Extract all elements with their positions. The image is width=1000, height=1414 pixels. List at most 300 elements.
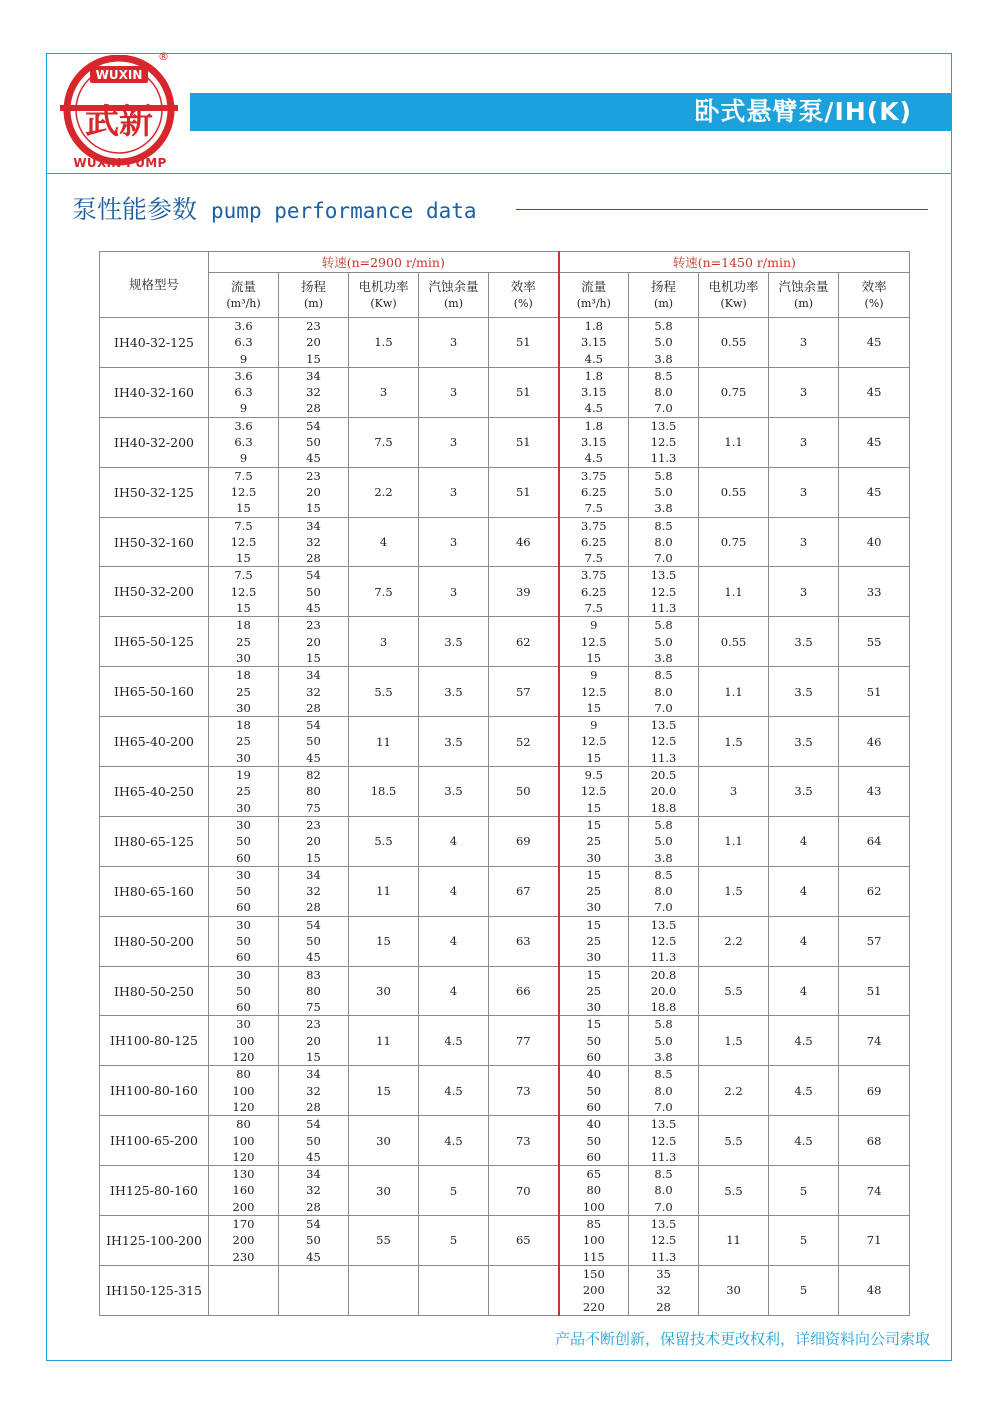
efficiency-1450-cell: 48 bbox=[839, 1265, 910, 1315]
flow-1450-cell-value: 25 bbox=[586, 884, 602, 899]
head-2900-cell-value: 45 bbox=[306, 750, 321, 765]
flow-2900-cell-value: 3.6 bbox=[234, 418, 253, 433]
head-2900-cell-value: 15 bbox=[306, 850, 321, 865]
efficiency-1450-cell: 46 bbox=[839, 717, 910, 767]
head-2900-cell bbox=[279, 367, 349, 417]
npsh-2900-cell: 4 bbox=[419, 816, 489, 866]
flow-2900-cell-value: 6.3 bbox=[234, 335, 253, 350]
column-unit: (m³/h) bbox=[576, 297, 611, 310]
npsh-1450-cell: 3 bbox=[769, 318, 839, 368]
head-1450-cell bbox=[629, 866, 699, 916]
flow-1450-cell bbox=[559, 1265, 629, 1315]
head-1450-cell-value: 8.5 bbox=[654, 668, 673, 683]
model-cell: IH100-65-200 bbox=[100, 1116, 209, 1166]
column-header-motor-power-2900 bbox=[349, 273, 419, 318]
table-row bbox=[100, 1116, 910, 1166]
head-1450-cell bbox=[629, 417, 699, 467]
head-2900-cell bbox=[279, 617, 349, 667]
efficiency-1450-cell: 45 bbox=[839, 417, 910, 467]
head-1450-cell-value: 13.5 bbox=[650, 1117, 677, 1132]
head-1450-cell-value: 11.3 bbox=[650, 451, 677, 466]
head-2900-cell-value: 45 bbox=[306, 1249, 321, 1264]
efficiency-1450-cell: 62 bbox=[839, 866, 910, 916]
head-1450-cell-value: 28 bbox=[656, 1299, 671, 1314]
head-2900-cell-value: 54 bbox=[306, 1217, 321, 1232]
head-1450-cell bbox=[629, 318, 699, 368]
head-1450-cell-value: 8.5 bbox=[654, 518, 673, 533]
column-unit: (m) bbox=[794, 297, 814, 310]
head-1450-cell-value: 5.0 bbox=[654, 335, 673, 350]
head-2900-cell-value: 23 bbox=[306, 618, 321, 633]
head-2900-cell-value: 20 bbox=[306, 1033, 321, 1048]
flow-2900-cell-value: 6.3 bbox=[234, 385, 253, 400]
head-1450-cell-value: 5.0 bbox=[654, 484, 673, 499]
head-1450-cell-value: 12.5 bbox=[650, 1133, 677, 1148]
flow-2900-cell bbox=[209, 617, 279, 667]
column-label: 扬程 bbox=[651, 279, 677, 294]
flow-2900-cell-value: 100 bbox=[232, 1133, 255, 1148]
head-2900-cell-value: 20 bbox=[306, 335, 321, 350]
model-cell: IH50-32-160 bbox=[100, 517, 209, 567]
head-1450-cell-value: 12.5 bbox=[650, 1233, 677, 1248]
table-row bbox=[100, 1016, 910, 1066]
head-2900-cell-value: 20 bbox=[306, 834, 321, 849]
head-2900-cell-value: 83 bbox=[306, 967, 321, 982]
flow-1450-cell bbox=[559, 966, 629, 1016]
head-1450-cell-value: 8.5 bbox=[654, 1167, 673, 1182]
flow-1450-cell bbox=[559, 567, 629, 617]
efficiency-1450-cell: 45 bbox=[839, 318, 910, 368]
flow-1450-cell-value: 9 bbox=[590, 618, 598, 633]
npsh-1450-cell: 4.5 bbox=[769, 1116, 839, 1166]
head-1450-cell-value: 12.5 bbox=[650, 435, 677, 450]
head-1450-cell-value: 3.8 bbox=[654, 850, 673, 865]
npsh-2900-cell: 3 bbox=[419, 517, 489, 567]
head-1450-cell bbox=[629, 617, 699, 667]
power-2900-cell: 11 bbox=[349, 1016, 419, 1066]
head-1450-cell-value: 11.3 bbox=[650, 1149, 677, 1164]
head-1450-cell-value: 8.5 bbox=[654, 1067, 673, 1082]
model-cell: IH125-80-160 bbox=[100, 1166, 209, 1216]
flow-1450-cell bbox=[559, 667, 629, 717]
head-1450-cell-value: 20.0 bbox=[650, 784, 677, 799]
table-row bbox=[100, 467, 910, 517]
npsh-1450-cell: 4.5 bbox=[769, 1016, 839, 1066]
efficiency-2900-cell: 67 bbox=[489, 866, 559, 916]
head-1450-cell-value: 12.5 bbox=[650, 734, 677, 749]
flow-1450-cell-value: 3.15 bbox=[580, 335, 607, 350]
efficiency-2900-cell: 73 bbox=[489, 1116, 559, 1166]
flow-2900-cell bbox=[209, 966, 279, 1016]
column-label: 电机功率 bbox=[708, 279, 759, 294]
model-cell: IH125-100-200 bbox=[100, 1216, 209, 1266]
page-title: 卧式悬臂泵/IH(K) bbox=[694, 97, 912, 126]
efficiency-1450-cell: 45 bbox=[839, 467, 910, 517]
flow-2900-cell-value: 25 bbox=[236, 684, 251, 699]
npsh-2900-cell: 5 bbox=[419, 1166, 489, 1216]
table-row bbox=[100, 1216, 910, 1266]
table-row bbox=[100, 1166, 910, 1216]
head-1450-cell bbox=[629, 767, 699, 817]
power-2900-cell: 3 bbox=[349, 617, 419, 667]
npsh-1450-cell: 4 bbox=[769, 816, 839, 866]
npsh-1450-cell: 4 bbox=[769, 966, 839, 1016]
flow-1450-cell bbox=[559, 866, 629, 916]
head-2900-cell-value: 15 bbox=[306, 650, 321, 665]
column-header-npsh-2900 bbox=[419, 273, 489, 318]
head-1450-cell-value: 20.5 bbox=[650, 768, 677, 783]
npsh-2900-cell: 3.5 bbox=[419, 767, 489, 817]
efficiency-2900-cell: 69 bbox=[489, 816, 559, 866]
flow-1450-cell-value: 65 bbox=[586, 1167, 602, 1182]
flow-1450-cell-value: 30 bbox=[586, 900, 602, 915]
head-1450-cell bbox=[629, 1066, 699, 1116]
npsh-1450-cell: 3.5 bbox=[769, 717, 839, 767]
flow-1450-cell-value: 30 bbox=[586, 1000, 602, 1015]
column-unit: (m) bbox=[303, 297, 323, 310]
head-1450-cell-value: 11.3 bbox=[650, 1249, 677, 1264]
head-2900-cell-value: 50 bbox=[306, 933, 321, 948]
head-1450-cell-value: 11.3 bbox=[650, 950, 677, 965]
column-label: 效率 bbox=[510, 279, 536, 294]
flow-1450-cell-value: 60 bbox=[586, 1099, 602, 1114]
table-row bbox=[100, 367, 910, 417]
flow-2900-cell bbox=[209, 767, 279, 817]
npsh-1450-cell: 4 bbox=[769, 916, 839, 966]
flow-2900-cell-value: 25 bbox=[236, 734, 251, 749]
power-2900-cell: 11 bbox=[349, 866, 419, 916]
flow-2900-cell-value: 30 bbox=[236, 817, 251, 832]
section-title-cn: 泵性能参数 bbox=[72, 195, 198, 224]
column-header-head-2900 bbox=[279, 273, 349, 318]
table-row bbox=[100, 717, 910, 767]
head-1450-cell-value: 18.8 bbox=[650, 800, 677, 815]
npsh-2900-cell: 4 bbox=[419, 916, 489, 966]
flow-2900-cell-value: 170 bbox=[232, 1217, 255, 1232]
flow-1450-cell-value: 50 bbox=[586, 1033, 602, 1048]
npsh-1450-cell: 3 bbox=[769, 367, 839, 417]
column-label: 电机功率 bbox=[358, 279, 409, 294]
flow-2900-cell-value: 18 bbox=[236, 718, 251, 733]
head-1450-cell-value: 8.0 bbox=[654, 1083, 673, 1098]
column-unit: (m³/h) bbox=[226, 297, 261, 310]
table-row bbox=[100, 318, 910, 368]
npsh-1450-cell: 3.5 bbox=[769, 767, 839, 817]
head-1450-cell-value: 11.3 bbox=[650, 750, 677, 765]
flow-1450-cell bbox=[559, 816, 629, 866]
npsh-2900-cell: 3.5 bbox=[419, 617, 489, 667]
flow-2900-cell-value: 30 bbox=[236, 967, 251, 982]
efficiency-2900-cell: 77 bbox=[489, 1016, 559, 1066]
flow-2900-cell-value: 18 bbox=[236, 618, 251, 633]
power-2900-cell: 7.5 bbox=[349, 567, 419, 617]
registered-mark: ® bbox=[158, 50, 169, 63]
flow-1450-cell bbox=[559, 717, 629, 767]
flow-1450-cell-value: 30 bbox=[586, 850, 602, 865]
power-1450-cell: 1.5 bbox=[699, 717, 769, 767]
flow-2900-cell-value: 230 bbox=[232, 1249, 255, 1264]
efficiency-1450-cell: 68 bbox=[839, 1116, 910, 1166]
flow-1450-cell-value: 60 bbox=[586, 1050, 602, 1065]
head-2900-cell bbox=[279, 318, 349, 368]
flow-1450-cell-value: 200 bbox=[582, 1283, 605, 1298]
flow-2900-cell-value: 80 bbox=[236, 1117, 251, 1132]
flow-1450-cell-value: 9 bbox=[590, 718, 598, 733]
flow-1450-cell bbox=[559, 1066, 629, 1116]
npsh-1450-cell: 3 bbox=[769, 417, 839, 467]
efficiency-2900-cell: 73 bbox=[489, 1066, 559, 1116]
head-1450-cell bbox=[629, 717, 699, 767]
head-2900-cell-value: 20 bbox=[306, 634, 321, 649]
flow-2900-cell-value: 50 bbox=[236, 983, 251, 998]
head-2900-cell-value: 32 bbox=[306, 1083, 321, 1098]
efficiency-1450-cell: 45 bbox=[839, 367, 910, 417]
flow-1450-cell-value: 60 bbox=[586, 1149, 602, 1164]
power-1450-cell: 1.1 bbox=[699, 417, 769, 467]
head-1450-cell-value: 12.5 bbox=[650, 584, 677, 599]
flow-2900-cell bbox=[209, 866, 279, 916]
flow-2900-cell-value: 200 bbox=[232, 1199, 255, 1214]
power-2900-cell: 5.5 bbox=[349, 667, 419, 717]
flow-2900-cell-value: 25 bbox=[236, 634, 251, 649]
flow-2900-cell bbox=[209, 1066, 279, 1116]
efficiency-2900-cell: 51 bbox=[489, 367, 559, 417]
efficiency-2900-cell: 62 bbox=[489, 617, 559, 667]
head-2900-cell bbox=[279, 567, 349, 617]
flow-1450-cell-value: 150 bbox=[582, 1266, 605, 1281]
flow-2900-cell-value: 30 bbox=[236, 800, 251, 815]
column-header-motor-power-1450 bbox=[699, 273, 769, 318]
power-1450-cell: 0.55 bbox=[699, 318, 769, 368]
flow-1450-cell-value: 15 bbox=[586, 817, 602, 832]
flow-2900-cell bbox=[209, 567, 279, 617]
head-2900-cell-value: 45 bbox=[306, 451, 321, 466]
power-2900-cell: 30 bbox=[349, 966, 419, 1016]
column-label: 流量 bbox=[581, 279, 607, 294]
head-1450-cell-value: 7.0 bbox=[654, 401, 673, 416]
power-1450-cell: 3 bbox=[699, 767, 769, 817]
flow-2900-cell-value: 9 bbox=[239, 351, 248, 366]
flow-1450-cell-value: 4.5 bbox=[584, 451, 603, 466]
power-2900-cell: 30 bbox=[349, 1166, 419, 1216]
flow-2900-cell-value: 15 bbox=[236, 501, 251, 516]
head-1450-cell bbox=[629, 1166, 699, 1216]
efficiency-1450-cell: 57 bbox=[839, 916, 910, 966]
head-2900-cell bbox=[279, 1116, 349, 1166]
power-1450-cell: 2.2 bbox=[699, 916, 769, 966]
head-2900-cell-value: 82 bbox=[306, 768, 321, 783]
head-2900-cell-value: 34 bbox=[306, 1167, 321, 1182]
flow-2900-cell bbox=[209, 1265, 279, 1315]
npsh-2900-cell: 3 bbox=[419, 567, 489, 617]
column-label: 效率 bbox=[861, 279, 887, 294]
head-2900-cell-value: 50 bbox=[306, 584, 321, 599]
head-2900-cell-value: 80 bbox=[306, 983, 321, 998]
efficiency-2900-cell: 65 bbox=[489, 1216, 559, 1266]
head-1450-cell-value: 5.8 bbox=[654, 618, 673, 633]
flow-1450-cell bbox=[559, 767, 629, 817]
flow-2900-cell-value: 130 bbox=[232, 1167, 255, 1182]
npsh-2900-cell: 4 bbox=[419, 866, 489, 916]
head-1450-cell-value: 5.8 bbox=[654, 319, 673, 333]
header-banner bbox=[190, 93, 952, 131]
power-1450-cell: 1.1 bbox=[699, 816, 769, 866]
flow-1450-cell bbox=[559, 1116, 629, 1166]
head-2900-cell-value: 34 bbox=[306, 368, 321, 383]
head-1450-cell-value: 8.0 bbox=[654, 884, 673, 899]
head-2900-cell-value: 50 bbox=[306, 1133, 321, 1148]
flow-2900-cell-value: 30 bbox=[236, 917, 251, 932]
column-unit: (m) bbox=[443, 297, 463, 310]
head-2900-cell-value: 28 bbox=[306, 900, 321, 915]
column-label: 汽蚀余量 bbox=[428, 279, 479, 294]
flow-1450-cell-value: 12.5 bbox=[580, 634, 607, 649]
flow-1450-cell-value: 6.25 bbox=[580, 484, 607, 499]
flow-1450-cell bbox=[559, 318, 629, 368]
power-1450-cell: 5.5 bbox=[699, 1116, 769, 1166]
flow-1450-cell-value: 9 bbox=[590, 668, 598, 683]
column-header-flow-1450 bbox=[559, 273, 629, 318]
flow-2900-cell-value: 7.5 bbox=[234, 568, 253, 583]
column-unit: (m) bbox=[654, 297, 674, 310]
head-1450-cell-value: 3.8 bbox=[654, 501, 673, 516]
power-2900-cell: 2.2 bbox=[349, 467, 419, 517]
flow-2900-cell bbox=[209, 916, 279, 966]
npsh-2900-cell bbox=[419, 1265, 489, 1315]
flow-2900-cell-value: 12.5 bbox=[230, 534, 257, 549]
efficiency-2900-cell: 51 bbox=[489, 417, 559, 467]
flow-1450-cell-value: 6.25 bbox=[580, 584, 607, 599]
flow-2900-cell-value: 30 bbox=[236, 750, 251, 765]
column-unit: (Kw) bbox=[370, 297, 397, 310]
head-2900-cell-value: 15 bbox=[306, 351, 321, 366]
power-2900-cell: 30 bbox=[349, 1116, 419, 1166]
flow-2900-cell-value: 120 bbox=[232, 1050, 255, 1065]
head-2900-cell-value: 23 bbox=[306, 319, 321, 333]
model-cell: IH50-32-200 bbox=[100, 567, 209, 617]
head-2900-cell bbox=[279, 517, 349, 567]
svg-text:WUXIN: WUXIN bbox=[95, 68, 143, 82]
npsh-2900-cell: 3 bbox=[419, 318, 489, 368]
flow-1450-cell-value: 115 bbox=[582, 1249, 605, 1264]
head-1450-cell bbox=[629, 467, 699, 517]
head-2900-cell bbox=[279, 467, 349, 517]
flow-1450-cell-value: 15 bbox=[586, 917, 602, 932]
head-2900-cell-value: 34 bbox=[306, 1067, 321, 1082]
flow-2900-cell-value: 3.6 bbox=[234, 368, 253, 383]
flow-2900-cell bbox=[209, 517, 279, 567]
flow-1450-cell-value: 3.75 bbox=[580, 468, 607, 483]
power-1450-cell: 5.5 bbox=[699, 966, 769, 1016]
flow-1450-cell-value: 9.5 bbox=[584, 768, 603, 783]
flow-2900-cell-value: 30 bbox=[236, 650, 251, 665]
head-1450-cell-value: 12.5 bbox=[650, 933, 677, 948]
npsh-2900-cell: 4.5 bbox=[419, 1066, 489, 1116]
section-heading bbox=[72, 190, 477, 226]
power-2900-cell: 5.5 bbox=[349, 816, 419, 866]
flow-1450-cell-value: 1.8 bbox=[584, 368, 603, 383]
head-1450-cell-value: 13.5 bbox=[650, 1217, 677, 1232]
head-1450-cell bbox=[629, 367, 699, 417]
flow-1450-cell-value: 25 bbox=[586, 983, 602, 998]
flow-2900-cell-value: 7.5 bbox=[234, 518, 253, 533]
head-1450-cell bbox=[629, 1016, 699, 1066]
efficiency-2900-cell: 51 bbox=[489, 467, 559, 517]
flow-1450-cell-value: 40 bbox=[586, 1067, 602, 1082]
flow-1450-cell bbox=[559, 367, 629, 417]
power-2900-cell: 18.5 bbox=[349, 767, 419, 817]
head-1450-cell bbox=[629, 667, 699, 717]
npsh-1450-cell: 4 bbox=[769, 866, 839, 916]
table-row bbox=[100, 1265, 910, 1315]
model-cell: IH40-32-125 bbox=[100, 318, 209, 368]
power-2900-cell: 11 bbox=[349, 717, 419, 767]
head-1450-cell-value: 32 bbox=[656, 1283, 671, 1298]
head-2900-cell-value: 80 bbox=[306, 784, 321, 799]
head-1450-cell-value: 20.8 bbox=[650, 967, 677, 982]
head-2900-cell-value: 15 bbox=[306, 1050, 321, 1065]
section-title-en: pump performance data bbox=[211, 199, 477, 223]
column-label: 扬程 bbox=[300, 279, 326, 294]
head-1450-cell bbox=[629, 1265, 699, 1315]
flow-2900-cell-value: 19 bbox=[236, 768, 251, 783]
efficiency-1450-cell: 43 bbox=[839, 767, 910, 817]
efficiency-2900-cell: 63 bbox=[489, 916, 559, 966]
flow-2900-cell bbox=[209, 367, 279, 417]
flow-2900-cell-value: 30 bbox=[236, 867, 251, 882]
head-1450-cell-value: 3.8 bbox=[654, 351, 673, 366]
column-header-efficiency-2900 bbox=[489, 273, 559, 318]
head-2900-cell bbox=[279, 1016, 349, 1066]
npsh-2900-cell: 3.5 bbox=[419, 717, 489, 767]
flow-2900-cell bbox=[209, 667, 279, 717]
flow-1450-cell bbox=[559, 467, 629, 517]
head-2900-cell-value: 34 bbox=[306, 518, 321, 533]
efficiency-2900-cell: 57 bbox=[489, 667, 559, 717]
column-label: 汽蚀余量 bbox=[778, 279, 829, 294]
power-1450-cell: 1.1 bbox=[699, 667, 769, 717]
head-1450-cell-value: 13.5 bbox=[650, 568, 677, 583]
head-2900-cell-value: 54 bbox=[306, 418, 321, 433]
power-1450-cell: 0.55 bbox=[699, 467, 769, 517]
power-1450-cell: 0.75 bbox=[699, 517, 769, 567]
model-cell: IH80-65-160 bbox=[100, 866, 209, 916]
model-cell: IH65-50-160 bbox=[100, 667, 209, 717]
flow-1450-cell-value: 7.5 bbox=[584, 501, 603, 516]
power-2900-cell: 15 bbox=[349, 1066, 419, 1116]
table-row bbox=[100, 966, 910, 1016]
flow-2900-cell-value: 60 bbox=[236, 950, 251, 965]
head-2900-cell bbox=[279, 916, 349, 966]
model-cell: IH80-50-200 bbox=[100, 916, 209, 966]
head-2900-cell-value: 32 bbox=[306, 684, 321, 699]
head-1450-cell-value: 8.0 bbox=[654, 684, 673, 699]
flow-2900-cell-value: 120 bbox=[232, 1149, 255, 1164]
efficiency-2900-cell: 46 bbox=[489, 517, 559, 567]
flow-1450-cell-value: 15 bbox=[586, 800, 602, 815]
flow-2900-cell bbox=[209, 1116, 279, 1166]
flow-2900-cell bbox=[209, 1016, 279, 1066]
head-1450-cell-value: 20.0 bbox=[650, 983, 677, 998]
head-2900-cell bbox=[279, 1216, 349, 1266]
flow-2900-cell-value: 160 bbox=[232, 1183, 255, 1198]
model-cell: IH65-40-200 bbox=[100, 717, 209, 767]
head-2900-cell-value: 28 bbox=[306, 401, 321, 416]
head-2900-cell-value: 75 bbox=[306, 800, 321, 815]
flow-1450-cell-value: 4.5 bbox=[584, 351, 603, 366]
flow-1450-cell-value: 15 bbox=[586, 700, 602, 715]
npsh-2900-cell: 3 bbox=[419, 467, 489, 517]
